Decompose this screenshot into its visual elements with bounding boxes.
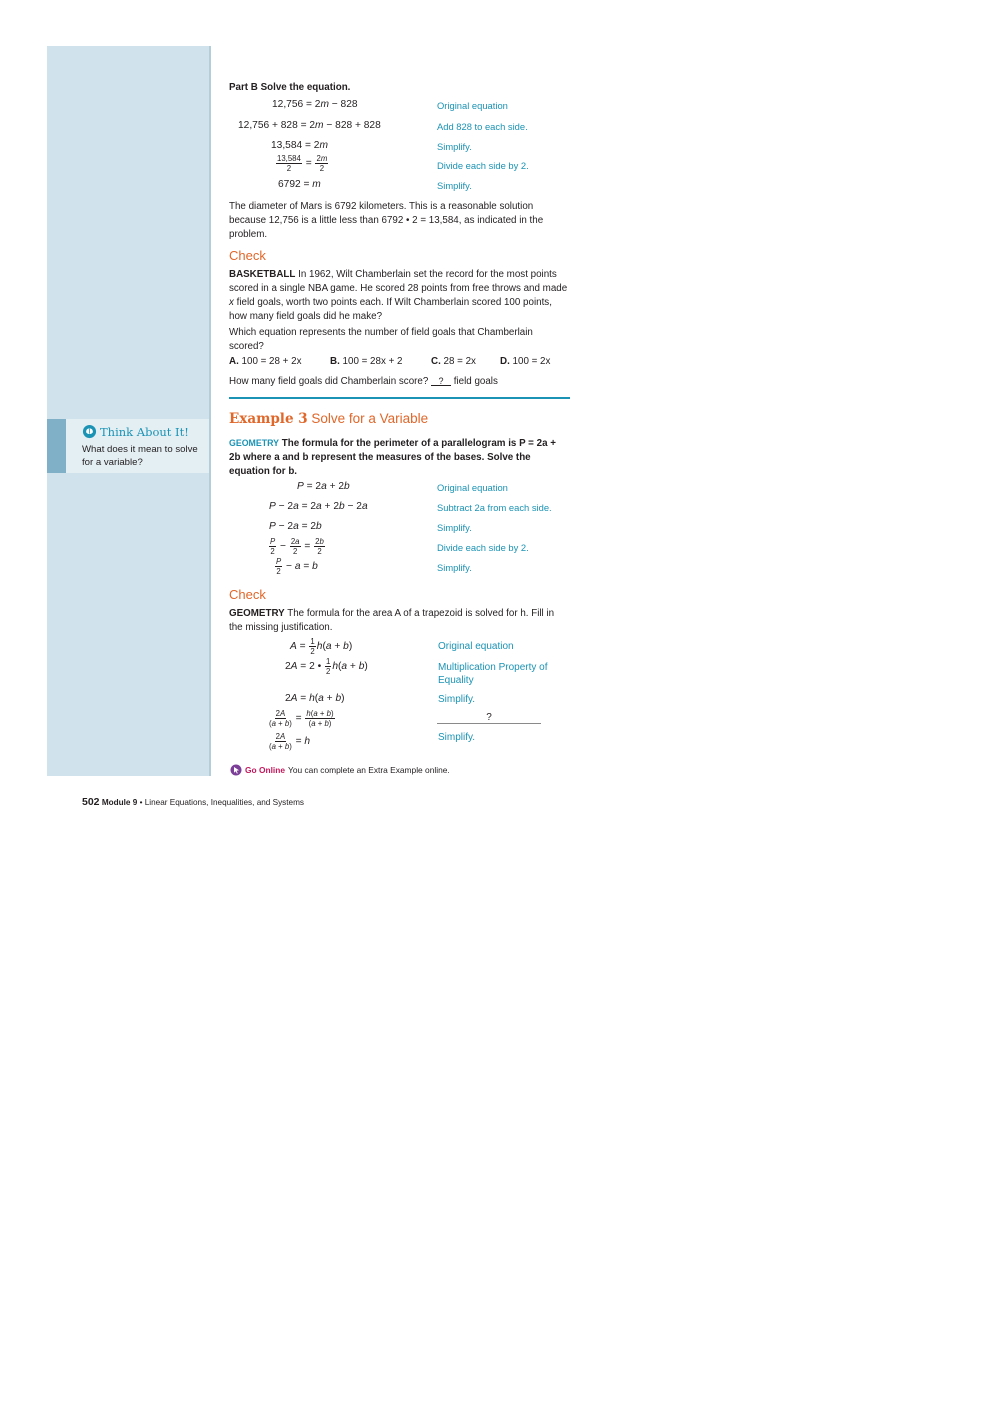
check-heading: Check	[229, 587, 266, 602]
go-online-text: You can complete an Extra Example online.	[288, 765, 450, 775]
example-prompt	[229, 436, 569, 479]
justification: Divide each side by 2.	[437, 542, 529, 553]
answer-choice[interactable]: B. 100 = 28x + 2	[330, 356, 403, 367]
problem-text: The formula for the area A of a trapezoid is solved for h. Fill in the missing justification.	[229, 608, 555, 633]
justification: Simplify.	[438, 732, 476, 743]
example-number: Example 3	[229, 411, 308, 427]
problem-text-a: In 1962, Wilt Chamberlain set the record for the most points scored in a single NBA game. He scored 28 points from free throws and made	[229, 269, 568, 294]
check-problem-text	[229, 268, 569, 324]
module-title: • Linear Equations, Inequalities, and Systems	[139, 798, 305, 807]
variable-x: x	[229, 297, 234, 308]
justification: Original equation	[438, 641, 514, 652]
problem-lead: BASKETBALL	[229, 269, 296, 280]
answer-choice[interactable]: D. 100 = 2x	[500, 356, 551, 367]
page-number: 502	[82, 796, 100, 808]
example-tag: GEOMETRY	[229, 438, 280, 448]
section-divider	[229, 397, 570, 399]
think-tab	[47, 419, 66, 473]
equation-line: P − 2a = 2a + 2b − 2a	[269, 501, 368, 512]
justification: Simplify.	[438, 694, 476, 705]
go-online-icon	[230, 764, 242, 776]
answer-choice[interactable]: C. 28 = 2x	[431, 356, 476, 367]
page-footer	[82, 796, 304, 808]
part-b-heading: Part B Solve the equation.	[229, 82, 351, 93]
equation-line: 6792 = m	[278, 179, 321, 190]
check-heading: Check	[229, 248, 266, 263]
example-prompt-text: The formula for the perimeter of a parallelogram is P = 2a + 2b where a and b represent the measures of the bases. Solve the equation for b.	[229, 438, 556, 477]
equation-line: $\frac{2A}{(a + b)}$ = h	[269, 732, 311, 751]
conclusion-paragraph: The diameter of Mars is 6792 kilometers. This is a reasonable solution because 12,756 is a little less than 6792 • 2 = 13,584, as indicated in the problem.	[229, 201, 544, 240]
equation-line: 13,584 = 2m	[271, 140, 328, 151]
justification: Original equation	[437, 482, 508, 493]
module-label: Module 9	[101, 798, 138, 807]
answer-blank[interactable]: ?	[431, 377, 451, 386]
go-online-note[interactable]	[230, 764, 450, 776]
justification: Add 828 to each side.	[437, 121, 528, 132]
equation-line: 2A = h(a + b)	[285, 693, 345, 704]
think-about-it-title	[82, 424, 189, 439]
check-problem-text	[229, 607, 569, 635]
field-goals-question: How many field goals did Chamberlain score? ? field goals	[229, 376, 498, 387]
check-question: Which equation represents the number of field goals that Chamberlain scored?	[229, 327, 533, 352]
equation-line: P = 2a + 2b	[297, 481, 350, 492]
example-title: Solve for a Variable	[307, 411, 429, 426]
equation-line: $\frac{13,584}{2}$ = $\frac{2m}{2}$	[277, 154, 328, 173]
think-title-text: Think About It!	[100, 424, 189, 439]
justification: Simplify.	[437, 522, 472, 533]
answer-choice[interactable]: A. 100 = 28 + 2x	[229, 356, 302, 367]
example-heading	[229, 411, 428, 427]
justification: Simplify.	[437, 562, 472, 573]
missing-justification-blank[interactable]: ?	[437, 712, 541, 724]
brain-icon	[82, 424, 97, 439]
justification: Simplify.	[437, 180, 472, 191]
equation-line: P − 2a = 2b	[269, 521, 322, 532]
justification: Simplify.	[437, 141, 472, 152]
equation-line: 12,756 + 828 = 2m − 828 + 828	[238, 120, 381, 131]
problem-lead: GEOMETRY	[229, 608, 285, 619]
problem-text-b: field goals, worth two points each. If Wilt Chamberlain scored 100 points, how many field goals did he make?	[229, 297, 552, 322]
equation-line: 2A = 2 • $\frac{1}{2}$ h(a + b)	[285, 657, 368, 676]
equation-line: $\frac{P}{2}$ − $\frac{2a}{2}$ = $\frac{2b}{2}$	[270, 537, 324, 556]
go-online-label: Go Online	[245, 765, 286, 775]
justification: Subtract 2a from each side.	[437, 502, 552, 513]
justification: Divide each side by 2.	[437, 160, 529, 171]
equation-line: $\frac{2A}{(a + b)}$ = $\frac{h(a + b)}{(a + b)}$	[269, 709, 334, 728]
equation-line: 12,756 = 2m − 828	[272, 99, 358, 110]
justification: Original equation	[437, 100, 508, 111]
equation-line: $\frac{P}{2}$ − a = b	[276, 557, 318, 576]
think-about-it-text: What does it mean to solve for a variable?	[82, 444, 198, 468]
justification: Multiplication Property of Equality	[438, 662, 548, 686]
equation-line: A = $\frac{1}{2}$ h(a + b)	[290, 637, 353, 656]
margin-sidebar	[47, 46, 211, 776]
